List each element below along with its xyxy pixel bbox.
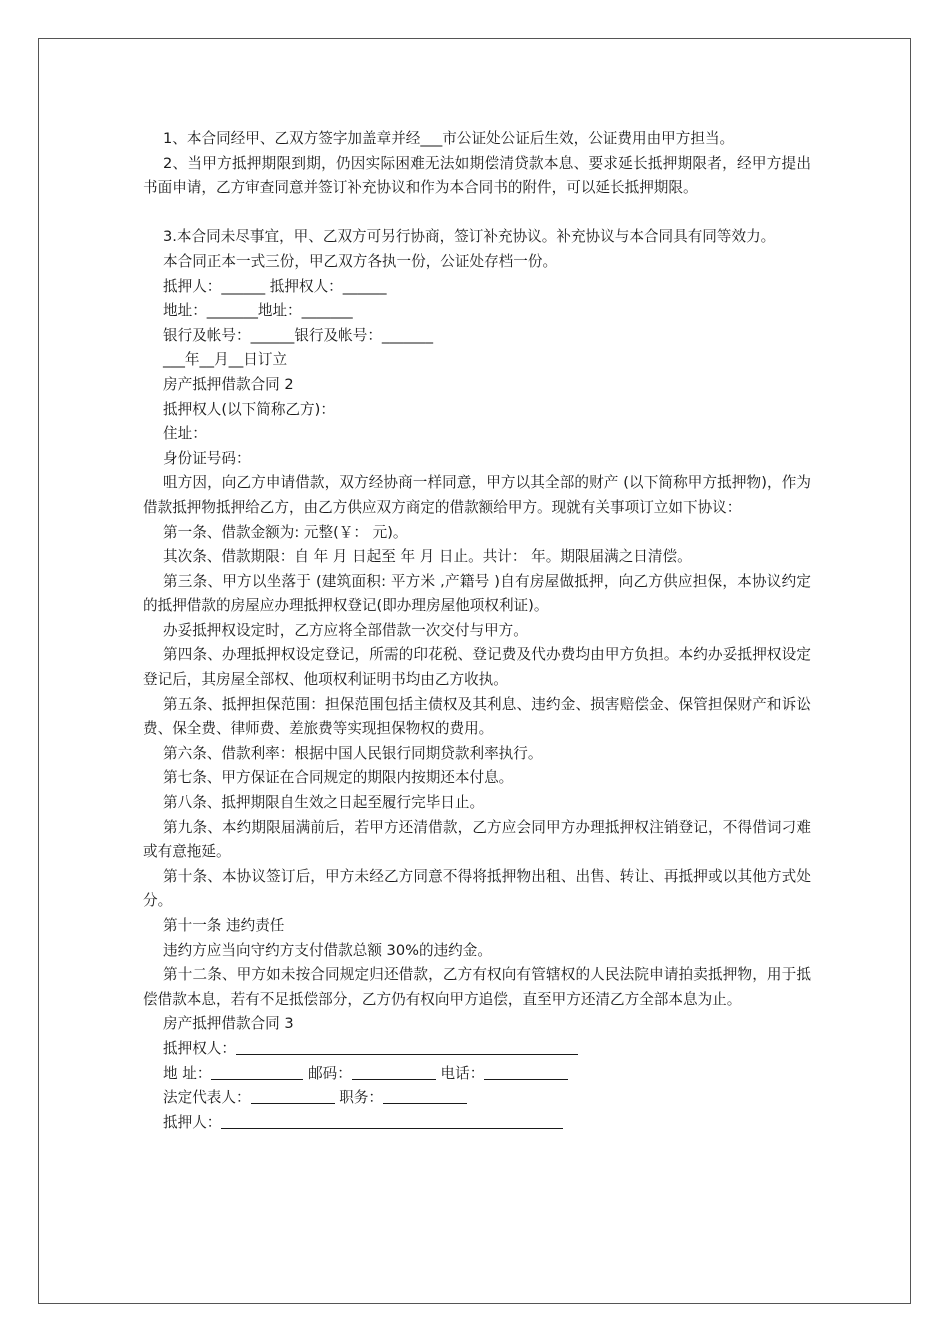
paragraph: 1、本合同经甲、乙双方签字加盖章并经___市公证处公证后生效，公证费用由甲方担当。: [163, 130, 735, 147]
section-title: 房产抵押借款合同 3: [163, 1015, 294, 1033]
section-title: 房产抵押借款合同 2: [163, 375, 294, 393]
phone-label: 电话：: [440, 1064, 485, 1082]
mortgagor-label: 抵押人：: [163, 1113, 222, 1131]
clause: 第十一条 违约责任: [163, 917, 285, 934]
date-line: ___年__月__日订立: [163, 351, 288, 369]
clause: 第五条、抵押担保范围：担保范围包括主债权及其利息、违约金、损害赔偿金、保管担保财产和诉讼费、保全费、律师费、差旅费等实现担保物权的费用。: [143, 695, 811, 738]
paragraph: 2、当甲方抵押期限到期，仍因实际困难无法如期偿清贷款本息、要求延长抵押期限者，经甲方提出书面申请，乙方审查同意并签订补充协议和作为本合同书的附件，可以延长抵押期限。: [143, 154, 811, 197]
mortgagor-field-row: [143, 1111, 811, 1136]
postcode-blank: [352, 1063, 436, 1080]
clause: 其次条、借款期限：自 年 月 日起至 年 月 日止。共计： 年。期限届满之日清偿。: [163, 548, 692, 566]
mortgagee-blank: [236, 1038, 578, 1055]
paragraph: 住址：: [163, 425, 207, 443]
contact-field-row: [143, 1062, 811, 1087]
mortgagee-label: 抵押权人：: [163, 1039, 236, 1057]
clause: 第七条、甲方保证在合同规定的期限内按期还本付息。: [163, 769, 514, 787]
clause: 第八条、抵押期限自生效之日起至履行完毕日止。: [163, 794, 485, 812]
paragraph: 抵押权人(以下简称乙方)：: [163, 400, 335, 418]
blank-line: [143, 201, 811, 226]
address-label: 地 址：: [163, 1064, 212, 1082]
paragraph: 3.本合同未尽事宜，甲、乙双方可另行协商，签订补充协议。补充协议与本合同具有同等效力。: [163, 228, 776, 246]
position-label: 职务：: [339, 1089, 384, 1107]
mortgagor-blank: [221, 1112, 563, 1129]
clause: 第十二条、甲方如未按合同规定归还借款，乙方有权向有管辖权的人民法院申请拍卖抵押物，用于抵偿借款本息，若有不足抵偿部分，乙方仍有权向甲方追偿，直至甲方还清乙方全部本息为止。: [143, 966, 811, 1008]
clause: 第九条、本约期限届满前后，若甲方还清借款，乙方应会同甲方办理抵押权注销登记，不得借词刁难或有意拖延。: [143, 818, 811, 861]
clause: 第一条、借款金额为: 元整(￥： 元)。: [163, 523, 408, 541]
legal-rep-blank: [251, 1087, 335, 1104]
paragraph: 违约方应当向守约方支付借款总额 30%的违约金。: [163, 941, 492, 959]
clause: 第四条、办理抵押权设定登记，所需的印花税、登记费及代办费均由甲方负担。本约办妥抵押权设定登记后，其房屋全部权、他项权利证明书均由乙方收执。: [143, 646, 811, 689]
address-blank: [211, 1063, 303, 1080]
paragraph: 身份证号码：: [163, 449, 251, 467]
postcode-label: 邮码：: [308, 1064, 352, 1082]
signature-line: 抵押人：______ 抵押权人：______: [163, 277, 387, 295]
document-body: [143, 127, 811, 1135]
phone-blank: [484, 1063, 568, 1080]
legal-rep-field-row: [143, 1086, 811, 1111]
clause: 第十条、本协议签订后，甲方未经乙方同意不得将抵押物出租、出售、转让、再抵押或以其他方式处分。: [143, 867, 811, 910]
mortgagee-field-row: [143, 1037, 811, 1062]
paragraph: 办妥抵押权设定时，乙方应将全部借款一次交付与甲方。: [163, 621, 528, 639]
bank-account-line: 银行及帐号：______银行及帐号：_______: [163, 326, 433, 344]
position-blank: [383, 1087, 467, 1104]
clause: 第三条、甲方以坐落于 (建筑面积: 平方米 ,产籍号 )自有房屋做抵押，向乙方供应担保，本协议约定的抵押借款的房屋应办理抵押权登记(即办理房屋他项权利证)。: [143, 572, 811, 615]
paragraph: 本合同正本一式三份，甲乙双方各执一份，公证处存档一份。: [163, 252, 558, 270]
clause: 第六条、借款利率：根据中国人民银行同期贷款利率执行。: [163, 744, 543, 762]
address-line: 地址：_______地址：_______: [163, 302, 353, 320]
legal-rep-label: 法定代表人：: [163, 1089, 251, 1107]
paragraph: 咀方因，向乙方申请借款，双方经协商一样同意，甲方以其全部的财产 (以下简称甲方抵押物)，作为借款抵押物抵押给乙方，由乙方供应双方商定的借款额给甲方。现就有关事项订立如下协议：: [143, 474, 811, 516]
